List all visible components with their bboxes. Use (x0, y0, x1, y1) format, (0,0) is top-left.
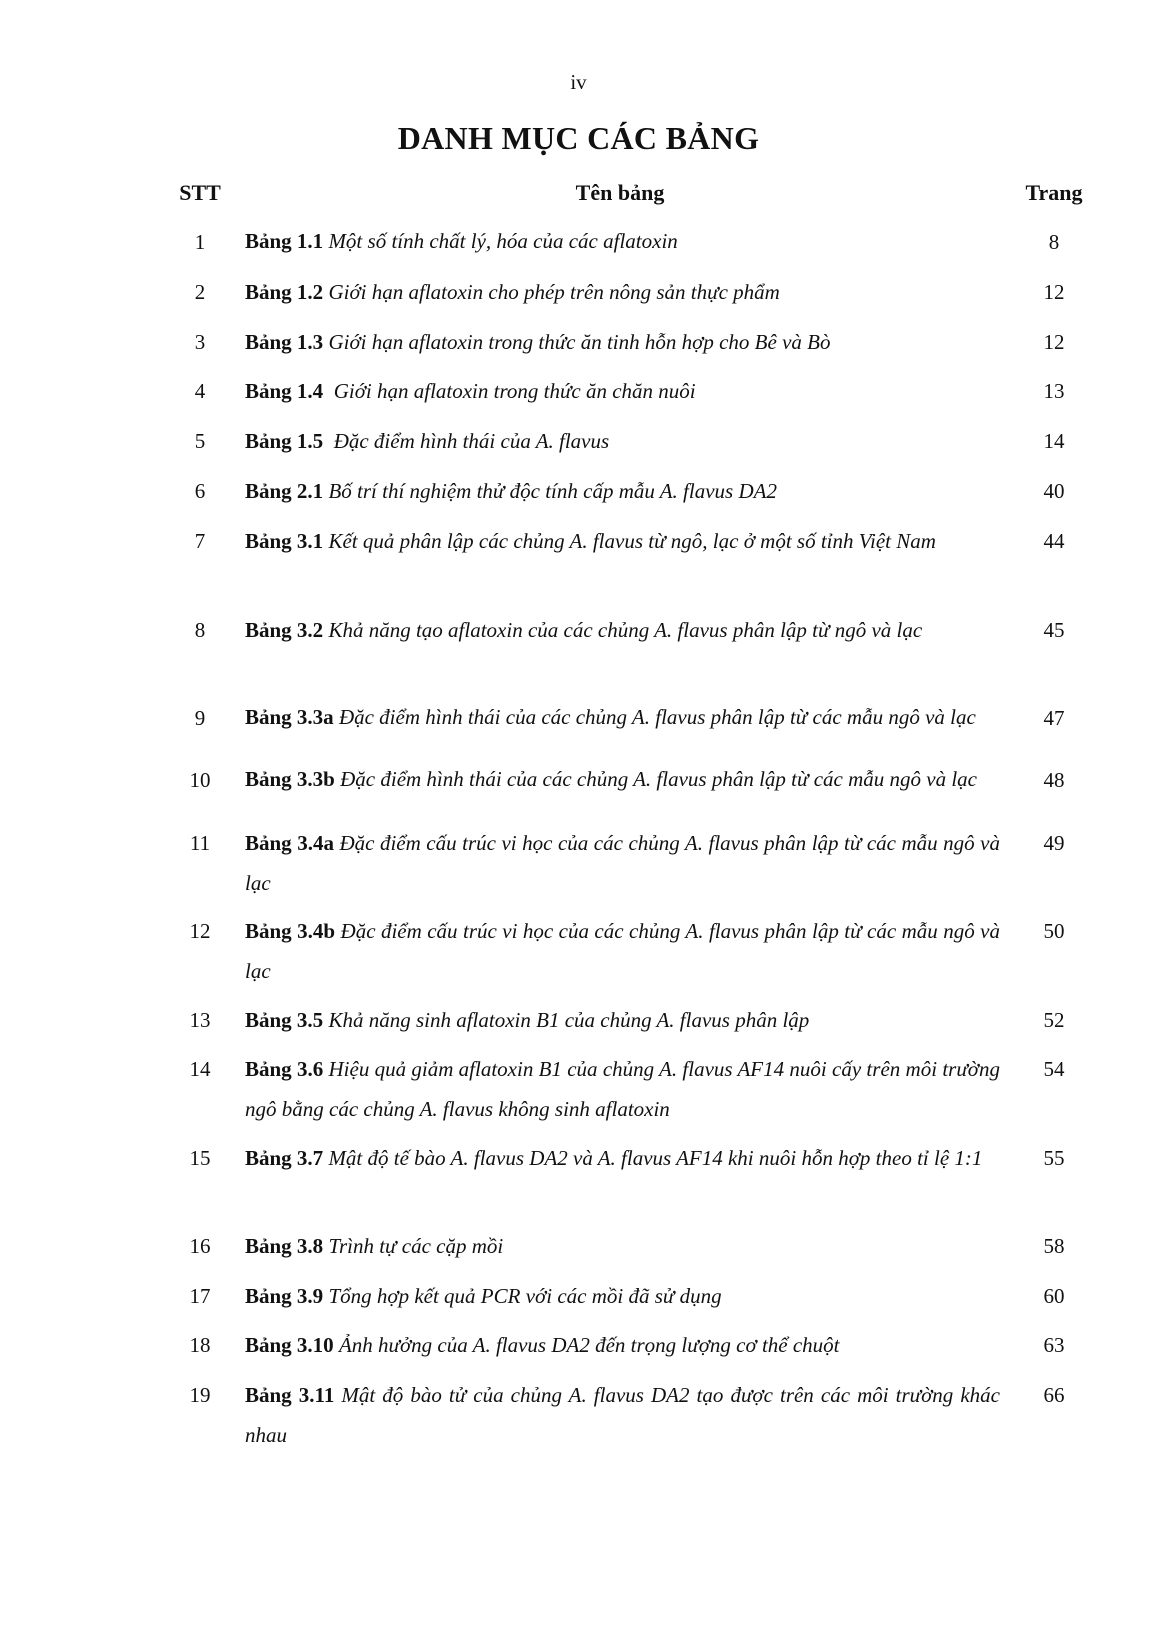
table-caption: Một số tính chất lý, hóa của các aflatoxin (328, 229, 678, 253)
row-number: 2 (194, 280, 206, 304)
row-page: 8 (1048, 230, 1060, 254)
row-description (245, 1276, 1000, 1316)
row-page: 52 (1043, 1008, 1065, 1032)
row-number: 8 (194, 618, 206, 642)
row-number: 4 (194, 379, 206, 403)
table-caption: Kết quả phân lập các chủng A. flavus từ ngô, lạc ở một số tỉnh Việt Nam (328, 529, 936, 553)
table-caption: Đặc điểm hình thái của các chủng A. flavus phân lập từ các mẫu ngô và lạc (338, 705, 976, 729)
table-label: Bảng 3.9 (245, 1284, 324, 1308)
row-description (245, 1226, 1000, 1266)
table-label: Bảng 1.4 (245, 379, 324, 403)
column-header-page: Trang (1025, 180, 1083, 205)
row-number: 11 (189, 831, 211, 855)
row-description (245, 421, 1000, 461)
table-label: Bảng 3.3a (245, 705, 334, 729)
row-number: 5 (194, 429, 206, 453)
table-label: Bảng 3.4b (245, 919, 336, 943)
row-number: 16 (189, 1234, 211, 1258)
table-label: Bảng 3.4a (245, 831, 334, 855)
table-label: Bảng 3.5 (245, 1008, 324, 1032)
table-caption: Hiệu quả giảm aflatoxin B1 của chủng A. flavus AF14 nuôi cấy trên môi trường ngô bằng các chủng A. flavus không sinh aflatoxin (245, 1057, 1000, 1121)
row-description (245, 471, 1000, 511)
row-number: 18 (189, 1333, 211, 1357)
table-label: Bảng 3.7 (245, 1146, 324, 1170)
row-description (245, 1325, 1000, 1365)
table-label: Bảng 1.2 (245, 280, 324, 304)
row-number: 17 (189, 1284, 211, 1308)
table-label: Bảng 3.8 (245, 1234, 324, 1258)
row-page: 50 (1043, 919, 1065, 943)
row-page: 60 (1043, 1284, 1065, 1308)
table-caption: Mật độ tế bào A. flavus DA2 và A. flavus AF14 khi nuôi hỗn hợp theo tỉ lệ 1:1 (328, 1146, 983, 1170)
row-description (245, 705, 1000, 730)
page-title: DANH MỤC CÁC BẢNG (397, 120, 760, 156)
row-number: 6 (194, 479, 206, 503)
table-caption: Giới hạn aflatoxin trong thức ăn tinh hỗn hợp cho Bê và Bò (328, 330, 831, 354)
table-caption: Mật độ bào tử của chủng A. flavus DA2 tạo được trên các môi trường khác nhau (245, 1383, 1000, 1447)
row-description (245, 371, 1000, 411)
table-caption: Giới hạn aflatoxin trong thức ăn chăn nuôi (333, 379, 696, 403)
table-label: Bảng 3.11 (245, 1383, 335, 1407)
row-page: 58 (1043, 1234, 1065, 1258)
column-header-stt: STT (179, 180, 221, 205)
row-page: 66 (1043, 1383, 1065, 1407)
table-label: Bảng 1.1 (245, 229, 324, 253)
table-caption: Khả năng sinh aflatoxin B1 của chủng A. flavus phân lập (328, 1008, 810, 1032)
page-number: iv (570, 70, 587, 94)
row-description (245, 272, 1000, 312)
table-label: Bảng 3.10 (245, 1333, 334, 1357)
row-description (245, 521, 1000, 561)
row-number: 10 (189, 768, 211, 792)
row-number: 12 (189, 919, 211, 943)
row-page: 14 (1043, 429, 1065, 453)
table-caption: Trình tự các cặp mồi (328, 1234, 504, 1258)
row-page: 48 (1043, 768, 1065, 792)
row-number: 3 (194, 330, 206, 354)
table-caption: Tổng hợp kết quả PCR với các mồi đã sử dụng (328, 1284, 722, 1308)
row-page: 54 (1043, 1057, 1065, 1081)
row-page: 63 (1043, 1333, 1065, 1357)
table-caption: Khả năng tạo aflatoxin của các chủng A. flavus phân lập từ ngô và lạc (328, 618, 923, 642)
row-page: 55 (1043, 1146, 1065, 1170)
row-number: 9 (194, 706, 206, 730)
table-caption: Đặc điểm hình thái của A. flavus (333, 429, 610, 453)
row-page: 13 (1043, 379, 1065, 403)
row-description (245, 911, 1000, 991)
table-label: Bảng 3.1 (245, 529, 324, 553)
table-label: Bảng 3.2 (245, 618, 324, 642)
table-caption: Ảnh hưởng của A. flavus DA2 đến trọng lượng cơ thể chuột (338, 1333, 840, 1357)
table-label: Bảng 1.5 (245, 429, 324, 453)
row-description (245, 1049, 1000, 1129)
row-page: 47 (1043, 706, 1065, 730)
row-description (245, 1375, 1000, 1455)
table-caption: Đặc điểm cấu trúc vi học của các chủng A. flavus phân lập từ các mẫu ngô và lạc (245, 831, 1001, 895)
row-page: 40 (1043, 479, 1065, 503)
row-page: 45 (1043, 618, 1065, 642)
table-label: Bảng 3.6 (245, 1057, 324, 1081)
row-page: 12 (1043, 330, 1065, 354)
row-description (245, 823, 1000, 903)
row-description (245, 610, 1000, 650)
table-caption: Đặc điểm cấu trúc vi học của các chủng A. flavus phân lập từ các mẫu ngô và lạc (245, 919, 1001, 983)
row-description (245, 322, 1000, 362)
row-description (245, 1000, 1000, 1040)
row-number: 14 (189, 1057, 211, 1081)
row-page: 44 (1043, 529, 1065, 553)
row-number: 1 (194, 230, 206, 254)
row-description (245, 767, 1000, 792)
row-description (245, 229, 1000, 254)
row-page: 12 (1043, 280, 1065, 304)
row-number: 7 (194, 529, 206, 553)
column-header-name: Tên bảng (575, 180, 665, 205)
row-description (245, 1138, 1000, 1178)
table-caption: Bố trí thí nghiệm thử độc tính cấp mẫu A. flavus DA2 (328, 479, 777, 503)
table-label: Bảng 2.1 (245, 479, 324, 503)
table-label: Bảng 1.3 (245, 330, 324, 354)
row-number: 15 (189, 1146, 211, 1170)
table-caption: Giới hạn aflatoxin cho phép trên nông sản thực phẩm (328, 280, 780, 304)
row-page: 49 (1043, 831, 1065, 855)
table-caption: Đặc điểm hình thái của các chủng A. flavus phân lập từ các mẫu ngô và lạc (340, 767, 977, 791)
row-number: 13 (189, 1008, 211, 1032)
row-number: 19 (189, 1383, 211, 1407)
table-label: Bảng 3.3b (245, 767, 335, 791)
